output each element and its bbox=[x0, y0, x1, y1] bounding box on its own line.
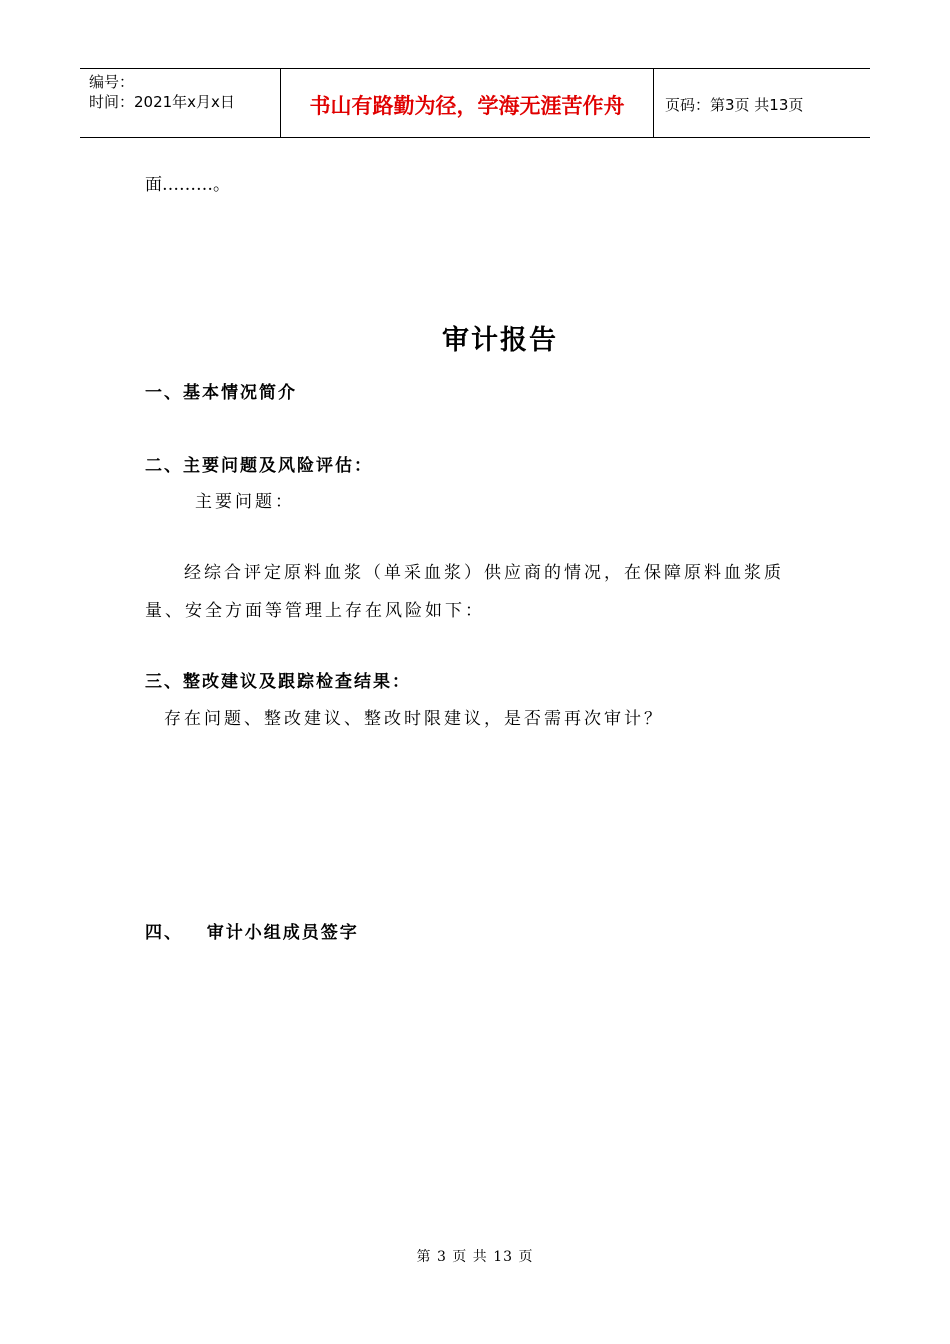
document-number-label: 编号： bbox=[89, 73, 135, 91]
section-3-text: 存在问题、整改建议、整改时限建议，是否需再次审计？ bbox=[164, 709, 664, 729]
section-2-subheading: 主要问题： bbox=[195, 492, 295, 512]
section-2-paragraph-line-1: 经综合评定原料血浆（单采血浆）供应商的情况，在保障原料血浆质 bbox=[184, 563, 784, 583]
section-1-heading: 一、基本情况简介 bbox=[145, 383, 297, 403]
section-2-heading: 二、主要问题及风险评估： bbox=[145, 456, 373, 476]
page-header bbox=[80, 68, 870, 138]
continuation-text: 面………。 bbox=[145, 175, 230, 195]
report-title: 审计报告 bbox=[442, 325, 558, 356]
header-meta bbox=[80, 69, 281, 137]
section-3-heading: 三、整改建议及跟踪检查结果： bbox=[145, 672, 411, 692]
header-motto: 书山有路勤为径，学海无涯苦作舟 bbox=[281, 69, 654, 137]
header-page-info: 页码：第3页 共13页 bbox=[665, 95, 804, 114]
section-2-paragraph-line-2: 量、安全方面等管理上存在风险如下： bbox=[145, 601, 485, 621]
document-date: 时间：2021年x月x日 bbox=[89, 93, 235, 111]
page-footer: 第 3 页 共 13 页 bbox=[416, 1249, 534, 1265]
section-4-heading: 四、 审计小组成员签字 bbox=[145, 923, 359, 943]
